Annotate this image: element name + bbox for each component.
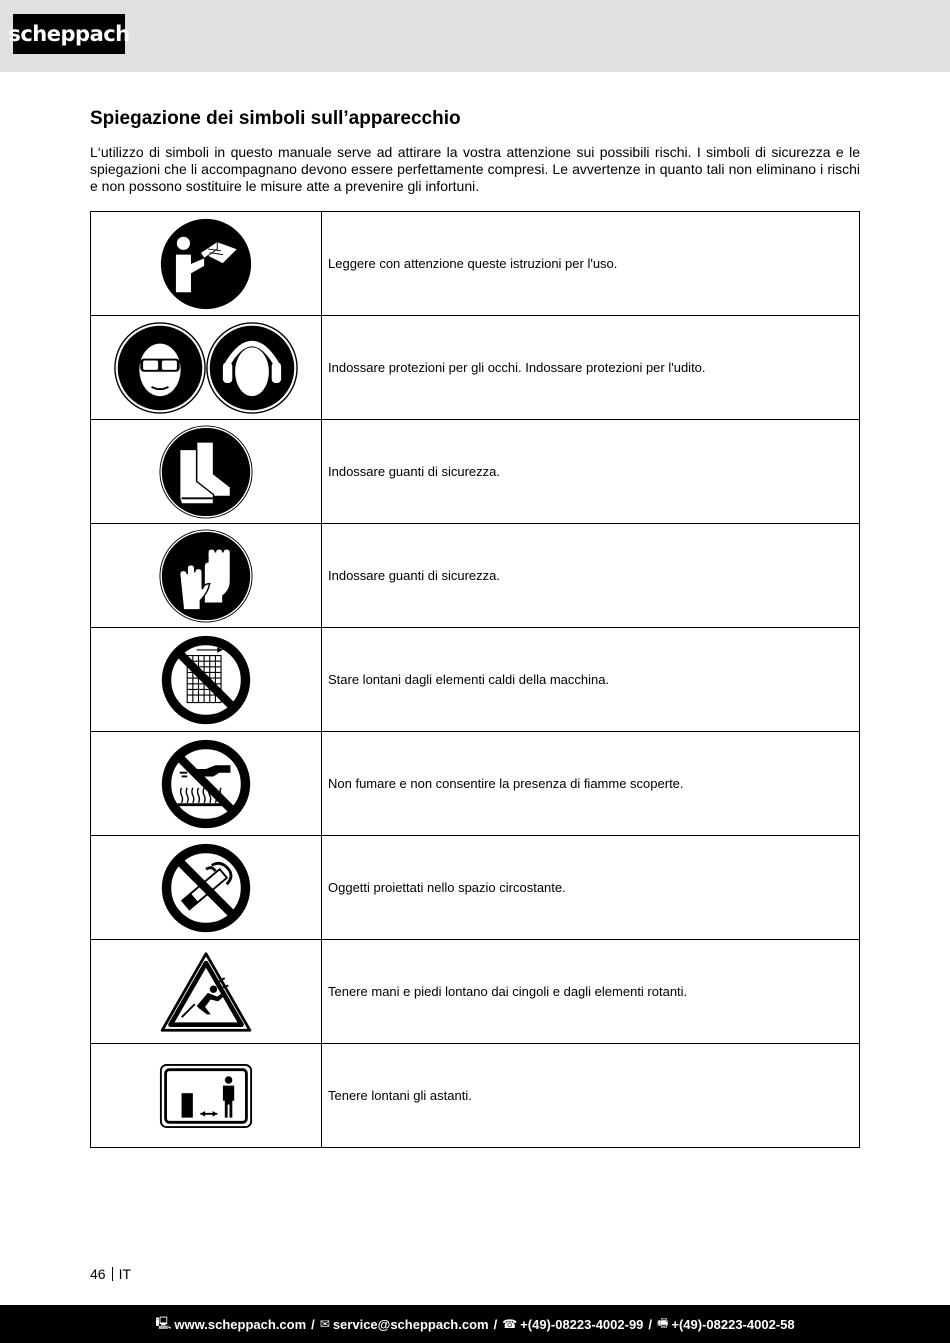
eye-ear-protection-icon	[114, 321, 298, 415]
no-smoking-icon	[159, 841, 253, 935]
footer-divider: /	[648, 1316, 653, 1332]
table-row	[91, 524, 860, 628]
safety-boots-icon	[159, 425, 253, 519]
symbol-description: Oggetti proiettati nello spazio circostante.	[322, 836, 860, 940]
fax-number: +(49)-08223-4002-58	[671, 1316, 795, 1332]
page-title: Spiegazione dei simboli sull’apparecchio	[90, 108, 461, 129]
symbol-description: Leggere con attenzione queste istruzioni per l'uso.	[322, 212, 860, 316]
phone-icon: ☎	[502, 1317, 518, 1331]
table-row	[91, 420, 860, 524]
symbol-description: Indossare guanti di sicurezza.	[322, 524, 860, 628]
safety-gloves-icon	[159, 529, 253, 623]
page-separator	[112, 1267, 113, 1281]
table-row	[91, 732, 860, 836]
table-row	[91, 212, 860, 316]
read-manual-icon	[159, 217, 253, 311]
email-link[interactable]: service@scheppach.com	[332, 1316, 489, 1332]
symbol-description: Indossare guanti di sicurezza.	[322, 420, 860, 524]
table-row	[91, 1044, 860, 1148]
phone-number: +(49)-08223-4002-99	[520, 1316, 644, 1332]
no-hand-hot-icon	[159, 737, 253, 831]
symbol-description: Indossare protezioni per gli occhi. Indossare protezioni per l'udito.	[322, 316, 860, 420]
intro-paragraph: L‘utilizzo di simboli in questo manuale serve ad attirare la vostra attenzione sui possibili rischi. I simboli di sicurezza e le spiegazioni che li accompagnano devono essere perfettamente compresi. Le avvertenze in quanto tali non eliminano i rischi e non possono sostituire le misure atte a prevenire gli infortuni.	[90, 144, 860, 194]
page-number-value: 46	[90, 1266, 106, 1282]
no-hot-surface-icon	[159, 633, 253, 727]
email-icon: ✉	[319, 1317, 330, 1331]
page-number	[90, 1266, 131, 1282]
symbol-description: Tenere lontani gli astanti.	[322, 1044, 860, 1148]
footer-divider: /	[493, 1316, 498, 1332]
footer-divider: /	[311, 1316, 315, 1332]
table-row	[91, 316, 860, 420]
language-code: IT	[118, 1266, 132, 1282]
computer-icon: 🖳	[155, 1315, 172, 1330]
website-link[interactable]: www.scheppach.com	[174, 1316, 307, 1332]
flying-objects-warning-icon	[159, 950, 253, 1034]
symbol-description: Tenere mani e piedi lontano dai cingoli e dagli elementi rotanti.	[322, 940, 860, 1044]
fax-icon: 🖷	[657, 1315, 669, 1330]
table-row	[91, 836, 860, 940]
header-band	[0, 0, 950, 72]
symbols-table	[90, 211, 860, 1148]
table-row	[91, 628, 860, 732]
keep-distance-icon	[159, 1062, 253, 1130]
symbol-description: Non fumare e non consentire la presenza di fiamme scoperte.	[322, 732, 860, 836]
scheppach-logo: scheppach	[13, 14, 125, 54]
symbol-description: Stare lontani dagli elementi caldi della macchina.	[322, 628, 860, 732]
footer-band	[0, 1305, 950, 1343]
table-row	[91, 940, 860, 1044]
